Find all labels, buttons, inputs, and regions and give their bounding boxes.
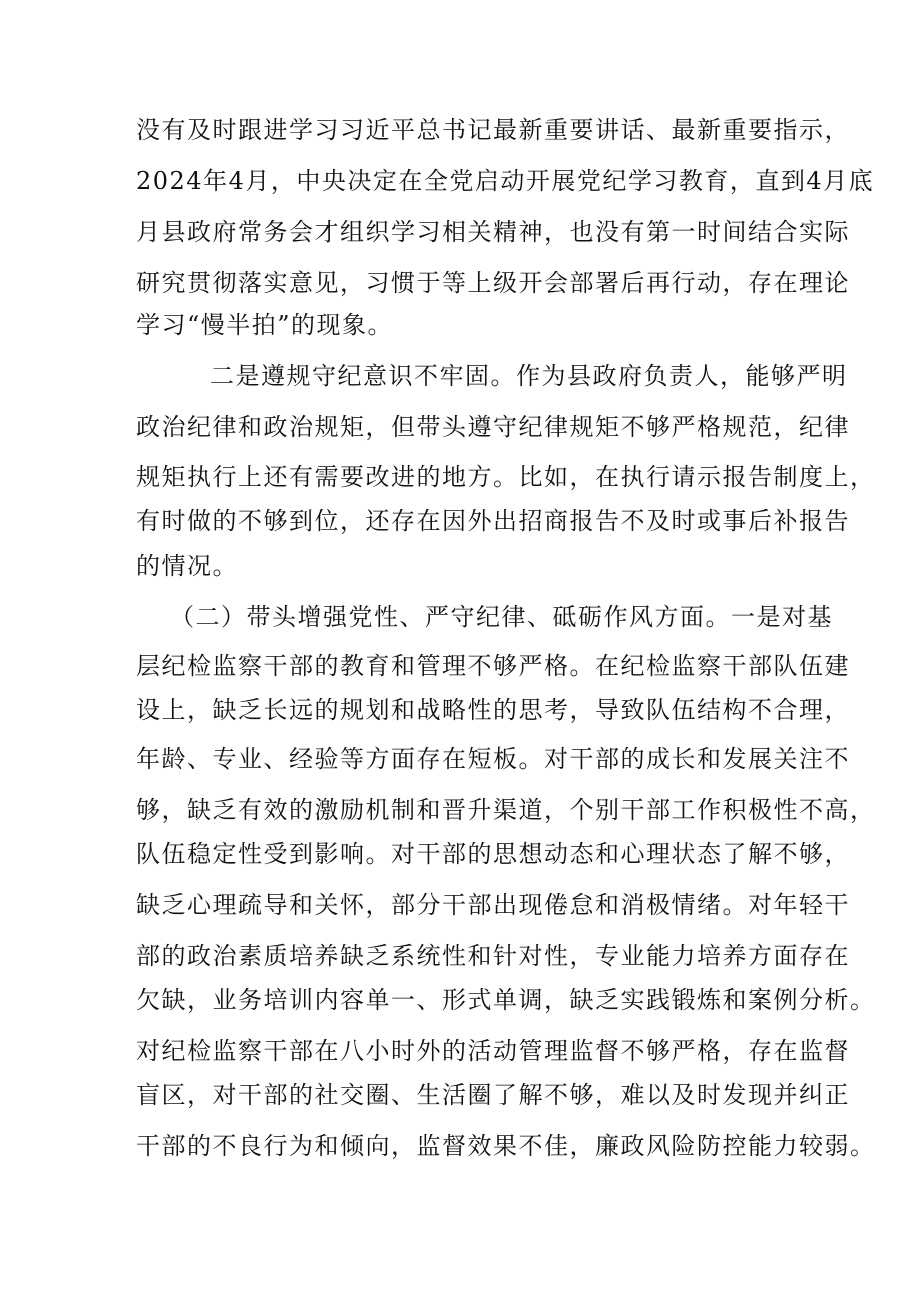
text-line: 层纪检监察干部的教育和管理不够严格。在纪检监察干部队伍建	[136, 652, 850, 680]
text-line: 够，缺乏有效的激励机制和晋升渠道，个别干部工作积极性不高，	[136, 796, 876, 824]
text-line: 规矩执行上还有需要改进的地方。比如，在执行请示报告制度上，	[136, 463, 876, 491]
text-line: 研究贯彻落实意见，习惯于等上级开会部署后再行动，存在理论	[136, 269, 850, 297]
text-line: 2024年4月，中央决定在全党启动开展党纪学习教育，直到4月底	[136, 167, 875, 195]
text-line: 没有及时跟进学习习近平总书记最新重要讲话、最新重要指示，	[136, 116, 850, 144]
text-line: 对纪检监察干部在八小时外的活动管理监督不够严格，存在监督	[136, 1037, 850, 1065]
text-line: 盲区，对干部的社交圈、生活圈了解不够，难以及时发现并纠正	[136, 1081, 850, 1109]
text-line: 缺乏心理疏导和关怀，部分干部出现倦怠和消极情绪。对年轻干	[136, 891, 850, 919]
section-heading-line: （二）带头增强党性、严守纪律、砥砺作风方面。一是对基	[170, 603, 833, 631]
text-line: 部的政治素质培养缺乏系统性和针对性，专业能力培养方面存在	[136, 942, 850, 970]
text-line: 年龄、专业、经验等方面存在短板。对干部的成长和发展关注不	[136, 745, 850, 773]
text-line: 干部的不良行为和倾向，监督效果不佳，廉政风险防控能力较弱。	[136, 1132, 876, 1160]
paragraph-start-line: 二是遵规守纪意识不牢固。作为县政府负责人，能够严明	[210, 362, 848, 390]
text-line: 欠缺，业务培训内容单一、形式单调，缺乏实践锻炼和案例分析。	[136, 986, 876, 1014]
text-line: 学习“慢半拍”的现象。	[136, 311, 394, 339]
text-line: 政治纪律和政治规矩，但带头遵守纪律规矩不够严格规范，纪律	[136, 413, 850, 441]
text-line: 有时做的不够到位，还存在因外出招商报告不及时或事后补报告	[136, 507, 850, 535]
text-line: 队伍稳定性受到影响。对干部的思想动态和心理状态了解不够，	[136, 840, 850, 868]
text-line: 的情况。	[136, 552, 238, 580]
text-line: 月县政府常务会才组织学习相关精神，也没有第一时间结合实际	[136, 218, 850, 246]
text-line: 设上，缺乏长远的规划和战略性的思考，导致队伍结构不合理，	[136, 696, 850, 724]
